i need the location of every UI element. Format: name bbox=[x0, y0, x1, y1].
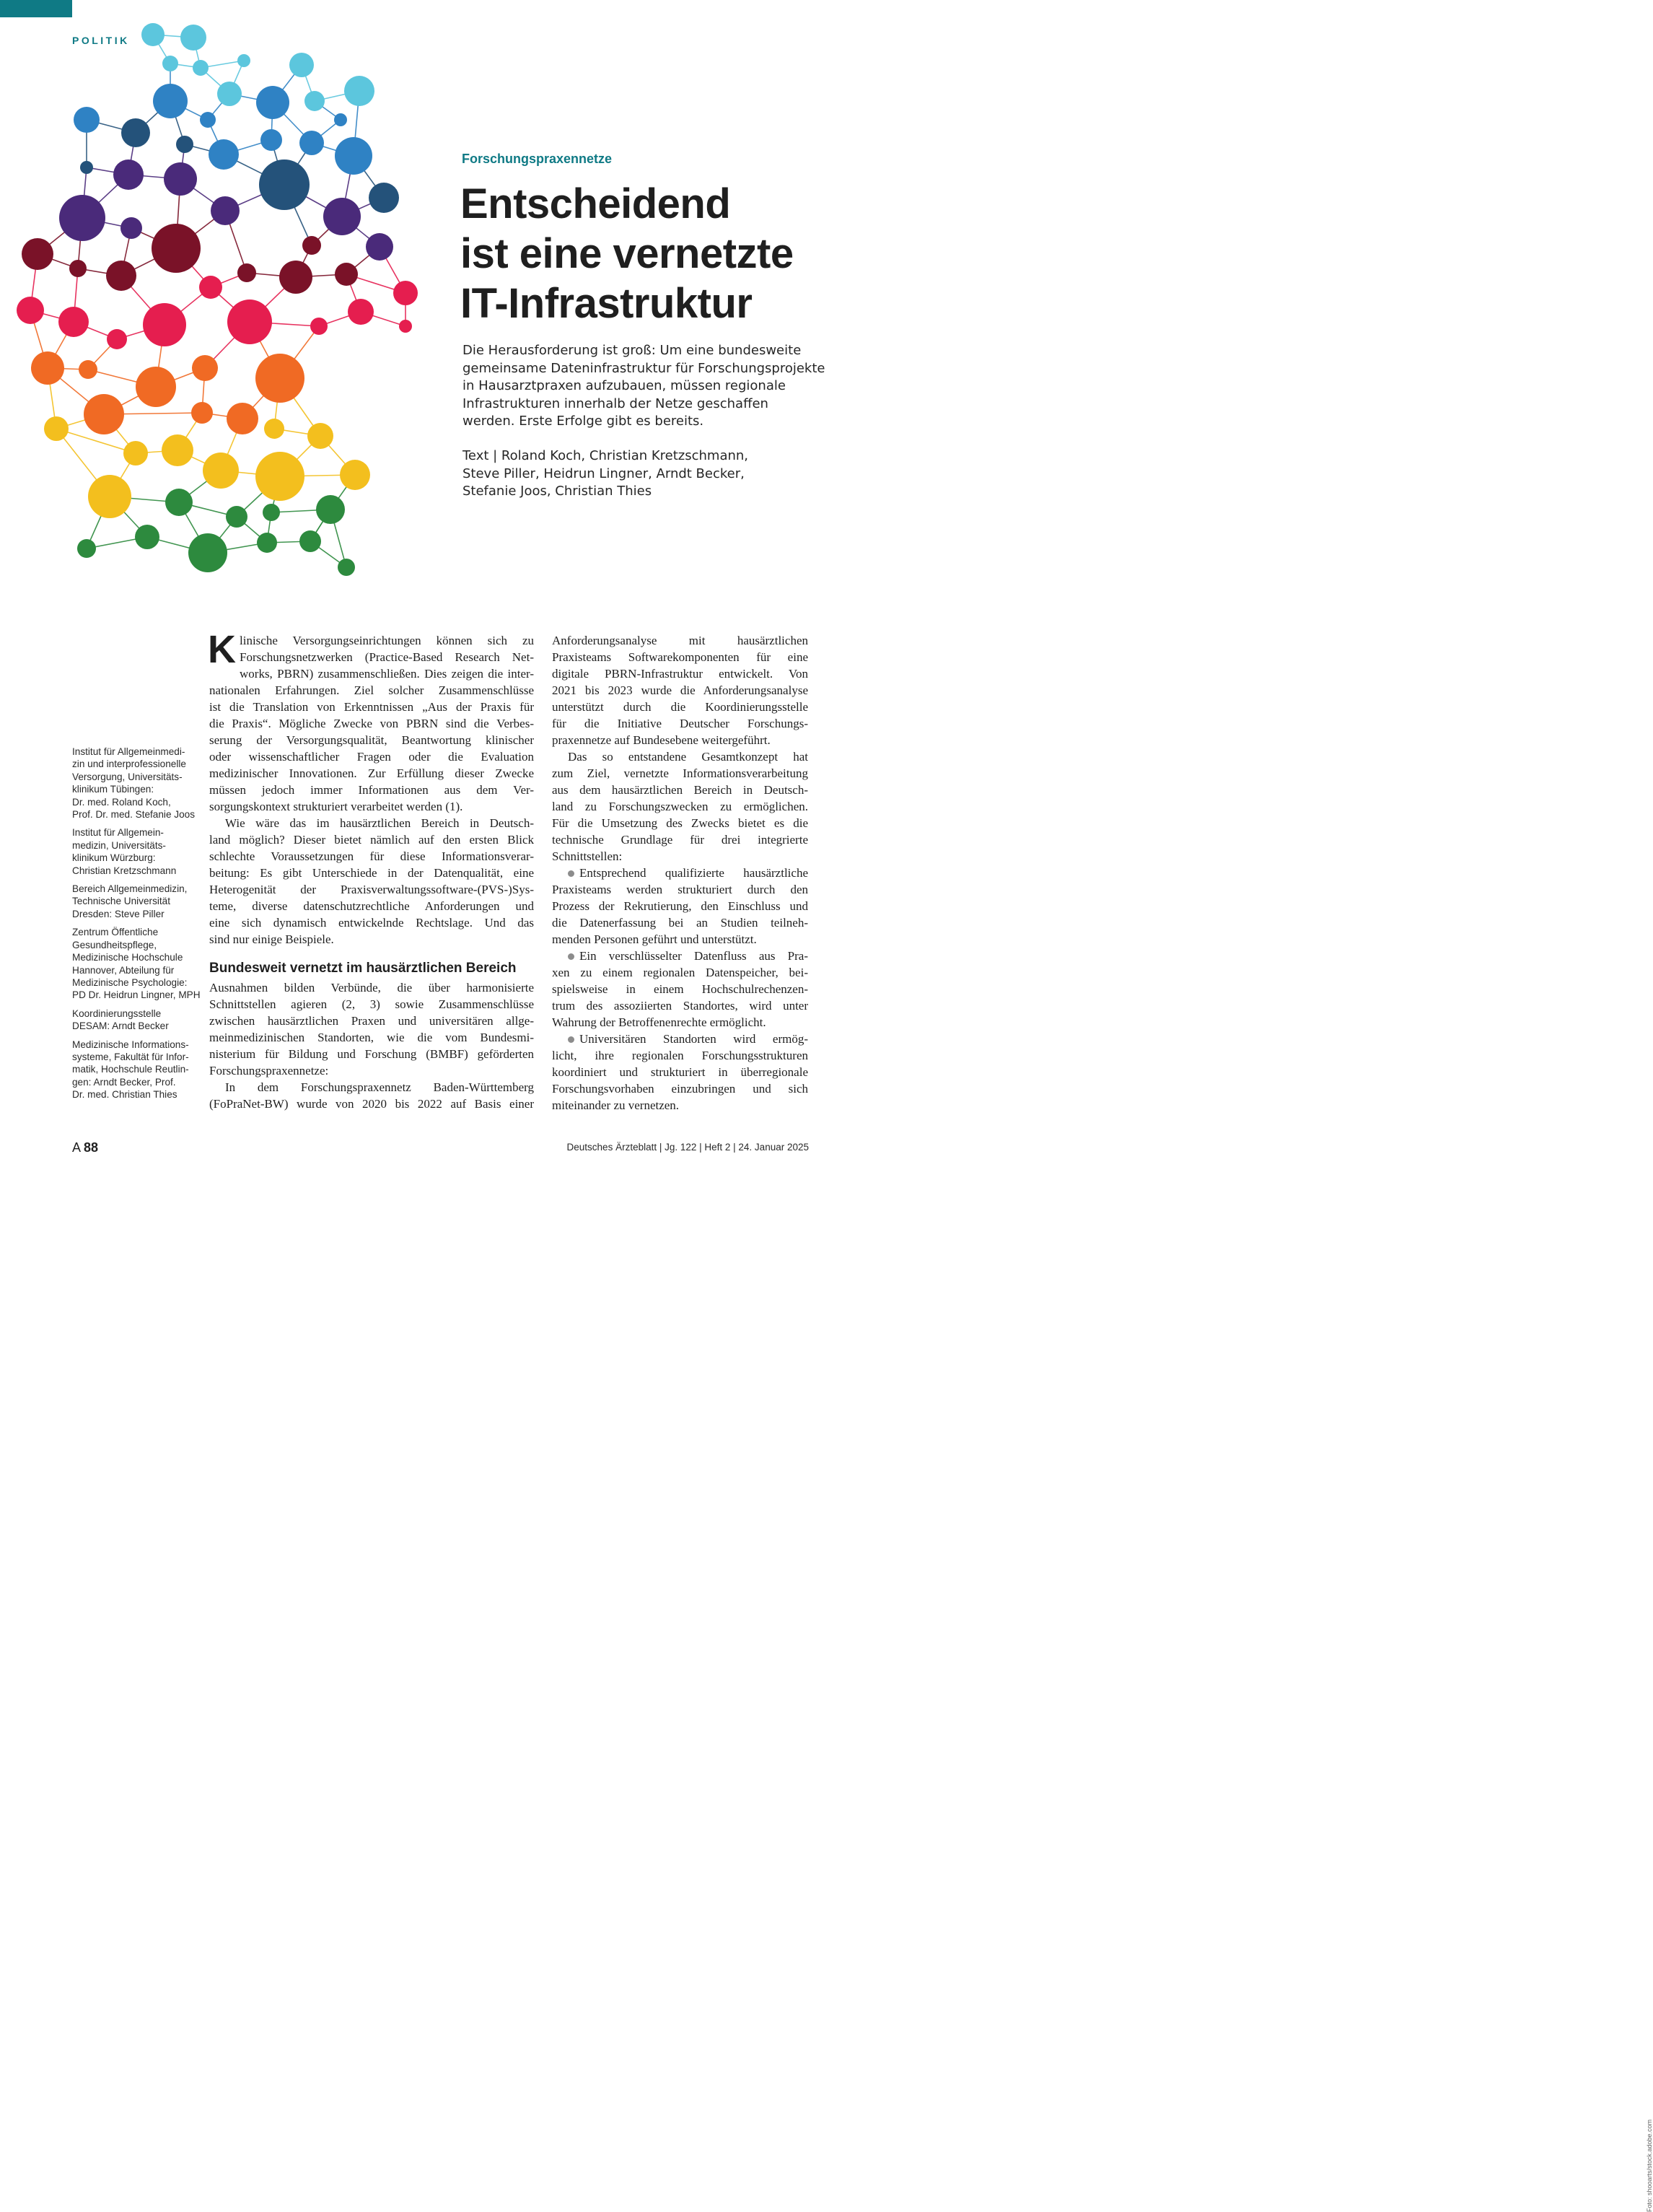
network-node bbox=[192, 355, 218, 381]
network-node bbox=[227, 403, 258, 434]
body-line: serung der Versorgungsqualität, Beantwortung klinischer bbox=[209, 733, 534, 747]
network-node bbox=[141, 23, 165, 46]
affiliations bbox=[72, 746, 201, 1107]
body-line: technische Grundlage für drei integrierte bbox=[552, 833, 808, 847]
network-node bbox=[200, 112, 216, 128]
body-line: praxennetze auf Bundesebene weitergeführt. bbox=[552, 733, 771, 747]
network-node bbox=[399, 320, 412, 333]
body-line: teme, diverse datenschutzrechtliche Anforderungen und bbox=[209, 899, 534, 913]
network-node bbox=[259, 159, 310, 210]
affiliation-line: PD Dr. Heidrun Lingner, MPH bbox=[72, 989, 201, 1001]
author-line: Stefanie Joos, Christian Thies bbox=[462, 484, 652, 499]
network-node bbox=[264, 419, 284, 439]
affiliation-line: medizin, Universitäts- bbox=[72, 839, 166, 851]
lead-line: werden. Erste Erfolge gibt es bereits. bbox=[462, 414, 704, 429]
drop-cap: K bbox=[208, 628, 236, 671]
bullet-item bbox=[552, 1031, 808, 1114]
network-node bbox=[152, 224, 201, 273]
body-line: Heterogenität der Praxisverwaltungssoftware-(PVS-)Sys- bbox=[209, 883, 534, 896]
body-line: Für die Umsetzung des Zwecks bietet es die bbox=[552, 816, 808, 830]
kicker: Forschungspraxennetze bbox=[462, 152, 613, 166]
author-line: Text | Roland Koch, Christian Kretzschmann, bbox=[462, 448, 749, 463]
affiliation-line: gen: Arndt Becker, Prof. bbox=[72, 1076, 176, 1088]
affiliation-line: Dr. med. Christian Thies bbox=[72, 1089, 177, 1101]
affiliation-line: Koordinierungsstelle bbox=[72, 1007, 162, 1019]
network-node bbox=[340, 460, 370, 490]
body-line: die Datenerfassung bei an Studien teilneh- bbox=[552, 916, 808, 930]
body-line bbox=[552, 865, 808, 881]
network-node bbox=[217, 82, 242, 106]
network-node bbox=[88, 475, 131, 518]
lead-paragraph bbox=[462, 342, 823, 431]
network-node bbox=[255, 452, 304, 501]
body-line: Praxisteams werden strukturiert durch den bbox=[552, 883, 808, 896]
network-node bbox=[121, 118, 150, 147]
network-node bbox=[237, 263, 256, 282]
network-node bbox=[193, 60, 209, 76]
photo-credit: Foto: shooarts/stock.adobe.com bbox=[1646, 2119, 1653, 2212]
affiliation-line: Prof. Dr. med. Stefanie Joos bbox=[72, 809, 196, 821]
body-line: menden Personen geführt und unterstützt. bbox=[552, 932, 757, 946]
body-line: zwischen hausärztlichen Praxen und universitären allge- bbox=[209, 1014, 534, 1028]
bullet-item bbox=[552, 948, 808, 1031]
network-node bbox=[74, 107, 100, 133]
body-line: nationalen Erfahrungen. Ziel solcher Zusammenschlüsse bbox=[209, 683, 534, 697]
body-line: trum des assoziierten Standortes, wird unter bbox=[552, 999, 808, 1013]
footer-publication: Deutsches Ärzteblatt | Jg. 122 | Heft 2 | 24. Januar 2025 bbox=[566, 1142, 809, 1153]
network-node bbox=[307, 423, 333, 449]
network-node bbox=[299, 131, 324, 155]
network-node bbox=[260, 129, 282, 151]
bullet-dot-icon bbox=[568, 870, 574, 877]
body-line: unterstützt durch die Koordinierungsstelle bbox=[552, 700, 808, 714]
affiliation-line: Dr. med. Roland Koch, bbox=[72, 796, 171, 808]
affiliation-line: Medizinische Informations- bbox=[72, 1039, 189, 1050]
bullet-item bbox=[552, 865, 808, 948]
body-line: works, PBRN) zusammenschließen. Dies zeigen die inter- bbox=[240, 667, 534, 681]
affiliation-line: Institut für Allgemein- bbox=[72, 827, 164, 839]
body-line: müssen jedoch immer Informationen aus dem Ver- bbox=[209, 783, 534, 797]
network-node bbox=[304, 91, 325, 111]
body-line: sorgungskontext strukturiert verarbeitet werden (1). bbox=[209, 800, 463, 813]
body-line: Forschungsvorhaben einzubringen und sich bbox=[552, 1082, 808, 1096]
network-node bbox=[323, 198, 361, 235]
affiliation-line: Hannover, Abteilung für bbox=[72, 964, 175, 976]
affiliation-line: Medizinische Hochschule bbox=[72, 952, 183, 963]
network-node bbox=[58, 307, 89, 337]
affiliation-block bbox=[72, 883, 196, 920]
body-line: nisterium für Bildung und Forschung (BMBF) geförderten bbox=[209, 1047, 534, 1061]
body-line: oder wissenschaftlicher Fragen oder die Evaluation bbox=[209, 750, 534, 764]
body-line: die Praxis“. Mögliche Zwecke von PBRN sind die Verbes- bbox=[209, 717, 534, 730]
body-line bbox=[552, 948, 808, 964]
network-node bbox=[209, 139, 239, 170]
network-node bbox=[188, 533, 227, 572]
network-node bbox=[123, 441, 148, 465]
affiliation-line: matik, Hochschule Reutlin- bbox=[72, 1064, 189, 1075]
body-line: Das so entstandene Gesamtkonzept hat bbox=[568, 750, 808, 764]
network-node bbox=[143, 303, 186, 346]
network-node bbox=[338, 559, 355, 576]
network-node bbox=[22, 238, 53, 270]
network-node bbox=[176, 136, 193, 153]
lead-line: Infrastrukturen innerhalb der Netze geschaffen bbox=[462, 395, 768, 411]
affiliation-block bbox=[72, 926, 201, 1001]
lead-line: gemeinsame Dateninfrastruktur für Forschungsprojekte bbox=[462, 360, 825, 376]
network-node bbox=[335, 137, 372, 175]
network-node bbox=[316, 495, 345, 524]
body-line: land möglich? Dieser bietet nämlich auf den ersten Blick bbox=[209, 833, 534, 847]
network-node bbox=[344, 76, 374, 106]
network-node bbox=[334, 113, 347, 126]
affiliation-line: Technische Universität bbox=[72, 896, 170, 907]
body-line: Praxisteams Softwarekomponenten für eine bbox=[552, 650, 808, 664]
affiliation-line: klinikum Tübingen: bbox=[72, 784, 154, 795]
affiliation-line: zin und interprofessionelle bbox=[72, 759, 186, 770]
network-node bbox=[77, 539, 96, 558]
network-node bbox=[393, 281, 418, 305]
network-node bbox=[162, 434, 193, 466]
body-paragraph bbox=[209, 979, 534, 1079]
network-node bbox=[348, 299, 374, 325]
network-node bbox=[180, 25, 206, 51]
body-line: digitale PBRN-Infrastruktur entwickelt. Von bbox=[552, 667, 808, 681]
bullet-text: Universitären Standorten wird ermög- bbox=[579, 1032, 808, 1046]
affiliation-block bbox=[72, 826, 196, 877]
headline-line: ist eine vernetzte bbox=[460, 230, 794, 277]
body-line: In dem Forschungspraxennetz Baden-Württemberg bbox=[225, 1080, 534, 1094]
body-line: Schnittstellen: bbox=[552, 849, 623, 863]
network-node bbox=[302, 236, 321, 255]
photo-credit-wrap bbox=[820, 1108, 1653, 2212]
author-line: Steve Piller, Heidrun Lingner, Arndt Becker, bbox=[462, 465, 745, 481]
network-node bbox=[136, 367, 176, 407]
network-node bbox=[80, 161, 93, 174]
body-line: für die Initiative Deutscher Forschungs- bbox=[552, 717, 808, 730]
body-line: spielsweise in einem Hochschulrechenzen- bbox=[552, 982, 808, 996]
affiliation-line: Gesundheitspflege, bbox=[72, 939, 157, 950]
page-number bbox=[72, 1140, 98, 1155]
network-node bbox=[135, 525, 159, 549]
network-node bbox=[191, 402, 213, 424]
network-node bbox=[113, 159, 144, 190]
body-line: miteinander zu vernetzen. bbox=[552, 1098, 680, 1112]
body-line: (FoPraNet-BW) wurde von 2020 bis 2022 auf Basis einer bbox=[209, 1097, 534, 1111]
network-node bbox=[203, 453, 239, 489]
bullet-text: Entsprechend qualifizierte hausärztliche bbox=[579, 866, 808, 880]
body-line: eine sich dynamisch entwickelnde Rechtslage. Und das bbox=[209, 916, 534, 930]
body-line: xen zu einem regionalen Datenspeicher, bei- bbox=[552, 966, 808, 979]
affiliation-block bbox=[72, 746, 196, 821]
body-line: beitung: Es gibt Unterschiede in der Datenqualität, eine bbox=[209, 866, 534, 880]
bullet-text: Ein verschlüsselter Datenfluss aus Pra- bbox=[579, 949, 808, 963]
body-line: Wahrung der Betroffenenrechte ermöglicht. bbox=[552, 1015, 766, 1029]
body-paragraph bbox=[209, 665, 534, 815]
body-line: Ausnahmen bilden Verbünde, die über harmonisierte bbox=[209, 981, 534, 994]
network-node bbox=[162, 56, 178, 71]
network-node bbox=[257, 533, 277, 553]
body-line: 2021 bis 2023 wurde die Anforderungsanalyse bbox=[552, 683, 808, 697]
body-line: Forschungspraxennetze: bbox=[209, 1064, 329, 1077]
affiliation-line: Christian Kretzschmann bbox=[72, 865, 177, 876]
network-node bbox=[84, 394, 124, 434]
lead-line: Die Herausforderung ist groß: Um eine bundesweite bbox=[462, 343, 802, 358]
network-node bbox=[263, 504, 280, 521]
subheading: Bundesweit vernetzt im hausärztlichen Bereich bbox=[209, 961, 517, 976]
author-byline bbox=[462, 447, 823, 501]
body-line: Schnittstellen agieren (2, 3) sowie Zusammenschlüsse bbox=[209, 997, 534, 1011]
body-line: ist die Translation von Erkenntnissen „Aus der Praxis für bbox=[209, 700, 534, 714]
network-node bbox=[310, 318, 328, 335]
body-paragraph bbox=[209, 1079, 534, 1112]
network-node bbox=[164, 162, 197, 196]
network-node bbox=[153, 84, 188, 118]
body-line: aus dem hausärztlichen Bereich in Deutsch- bbox=[552, 783, 808, 797]
body-line: schlechte Voraussetzungen für diese Informationsverar- bbox=[209, 849, 534, 863]
affiliation-line: DESAM: Arndt Becker bbox=[72, 1020, 169, 1032]
page-prefix: A bbox=[72, 1140, 81, 1155]
lead-line: in Hausarztpraxen aufzubauen, müssen regionale bbox=[462, 378, 786, 393]
bullet-dot-icon bbox=[568, 953, 574, 960]
network-node bbox=[335, 263, 358, 286]
network-node bbox=[299, 530, 321, 552]
affiliation-line: Institut für Allgemeinmedi- bbox=[72, 746, 185, 757]
affiliation-line: Bereich Allgemeinmedizin, bbox=[72, 883, 188, 895]
headline-line: Entscheidend bbox=[460, 180, 731, 227]
affiliation-line: Medizinische Psychologie: bbox=[72, 976, 188, 988]
network-node bbox=[255, 354, 304, 403]
page-number-value: 88 bbox=[84, 1140, 99, 1155]
network-node bbox=[31, 351, 64, 385]
body-column-1 bbox=[208, 628, 534, 1112]
network-node bbox=[256, 86, 289, 119]
body-line: Prozess der Rekrutierung, den Einschluss und bbox=[552, 899, 808, 913]
network-illustration bbox=[0, 14, 447, 621]
network-node bbox=[226, 506, 247, 528]
body-paragraph bbox=[552, 632, 808, 748]
headline bbox=[460, 179, 864, 328]
affiliation-block bbox=[72, 1039, 196, 1101]
network-node bbox=[17, 297, 44, 324]
network-node bbox=[44, 416, 69, 441]
network-node bbox=[289, 53, 314, 77]
network-node bbox=[107, 329, 127, 349]
network-node bbox=[279, 261, 312, 294]
affiliation-line: Dresden: Steve Piller bbox=[72, 908, 165, 919]
network-node bbox=[211, 196, 240, 225]
affiliation-block bbox=[72, 1007, 196, 1033]
section-label: POLITIK bbox=[72, 35, 130, 46]
body-column-2 bbox=[552, 632, 808, 1114]
headline-line: IT-Infrastruktur bbox=[460, 280, 753, 327]
body-line: meinmedizinischen Standorten, wie die vom Bundesmi- bbox=[209, 1031, 534, 1044]
body-paragraph bbox=[209, 815, 534, 948]
body-line: Anforderungsanalyse mit hausärztlichen bbox=[552, 634, 808, 647]
network-node bbox=[227, 300, 272, 344]
body-line: Forschungsnetzwerken (Practice-Based Research Net- bbox=[240, 650, 534, 664]
network-node bbox=[59, 195, 105, 241]
network-node bbox=[165, 489, 193, 516]
body-line: licht, ihre regionalen Forschungsstrukturen bbox=[552, 1049, 808, 1062]
network-node bbox=[237, 54, 250, 67]
network-node bbox=[106, 261, 136, 291]
bullet-dot-icon bbox=[568, 1036, 574, 1043]
affiliation-line: klinikum Würzburg: bbox=[72, 852, 156, 864]
body-paragraph bbox=[552, 748, 808, 865]
body-line: Wie wäre das im hausärztlichen Bereich in Deutsch- bbox=[225, 816, 534, 830]
affiliation-line: systeme, Fakultät für Infor- bbox=[72, 1051, 189, 1062]
network-node bbox=[79, 360, 97, 379]
affiliation-line: Versorgung, Universitäts- bbox=[72, 771, 183, 782]
body-line: zum Ziel, vernetzte Informationsverarbeitung bbox=[552, 766, 808, 780]
network-node bbox=[69, 260, 87, 277]
body-line: linische Versorgungseinrichtungen können sich zu bbox=[240, 634, 534, 647]
body-line bbox=[552, 1031, 808, 1047]
network-node bbox=[369, 183, 399, 213]
body-line: land zu Forschungszwecken zu ermöglichen. bbox=[552, 800, 808, 813]
body-line: koordiniert und strukturiert in überregionale bbox=[552, 1065, 808, 1079]
network-node bbox=[120, 217, 142, 239]
affiliation-line: Zentrum Öffentliche bbox=[72, 927, 159, 938]
body-line: medizinischer Innovationen. Zur Erfüllung dieser Zwecke bbox=[209, 766, 534, 780]
body-line: sind nur einige Beispiele. bbox=[209, 932, 334, 946]
network-node bbox=[199, 276, 222, 299]
network-node bbox=[366, 233, 393, 261]
